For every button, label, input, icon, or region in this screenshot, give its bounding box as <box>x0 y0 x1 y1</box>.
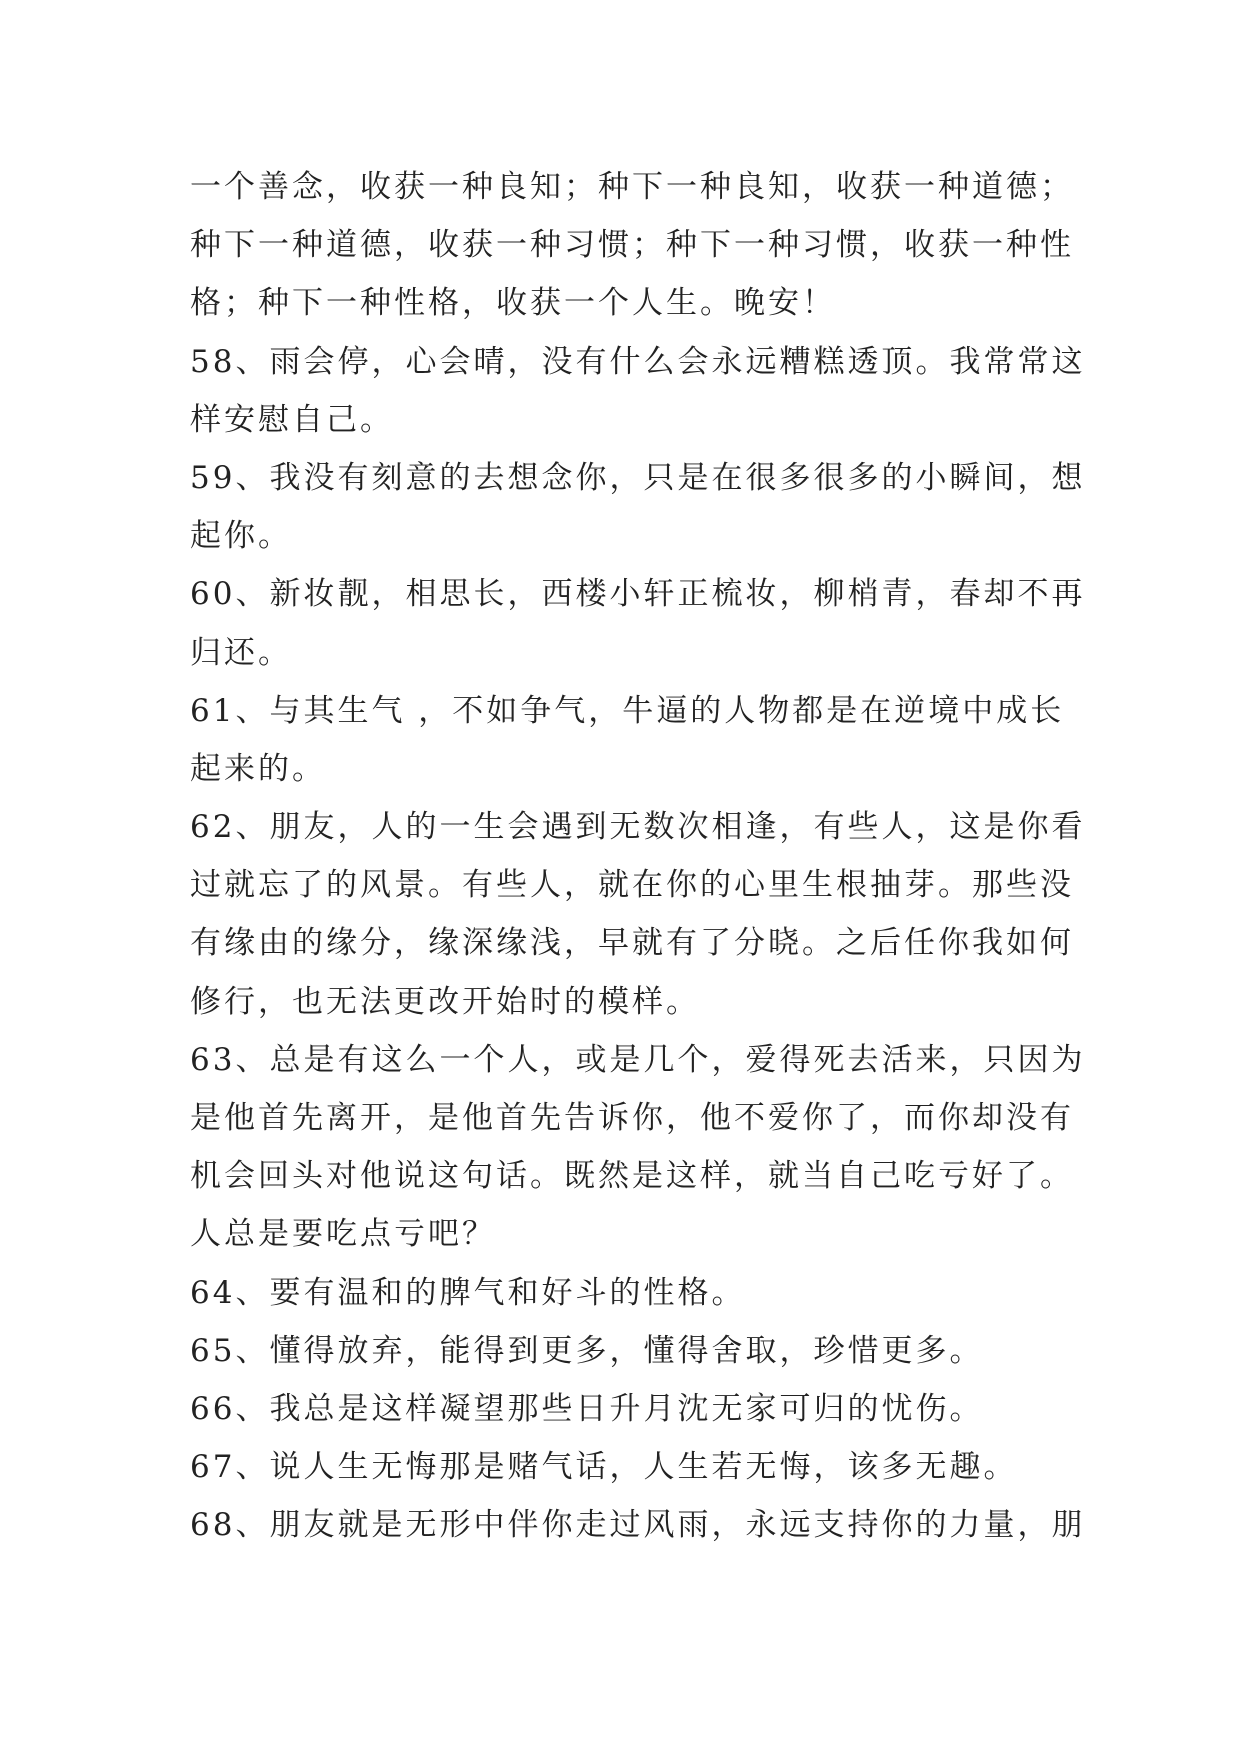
text-line: 67、说人生无悔那是赌气话，人生若无悔，该多无趣。 <box>190 1449 1018 1486</box>
text-line: 65、懂得放弃，能得到更多，懂得舍取，珍惜更多。 <box>190 1332 984 1369</box>
text-line: 68、朋友就是无形中伴你走过风雨，永远支持你的力量，朋 <box>190 1507 1086 1544</box>
text-line: 有缘由的缘分，缘深缘浅，早就有了分晓。之后任你我如何 <box>190 925 1074 962</box>
text-line: 64、要有温和的脾气和好斗的性格。 <box>190 1274 746 1311</box>
text-line: 人总是要吃点亏吧？ <box>190 1216 496 1253</box>
text-line: 过就忘了的风景。有些人，就在你的心里生根抽芽。那些没 <box>190 867 1074 904</box>
text-line: 一个善念，收获一种良知；种下一种良知，收获一种道德； <box>190 169 1074 205</box>
text-line: 修行，也无法更改开始时的模样。 <box>190 983 700 1020</box>
text-line: 60、新妆靓，相思长，西楼小轩正梳妆，柳梢青，春却不再 <box>190 576 1086 613</box>
text-line: 起来的。 <box>190 750 326 787</box>
text-line: 归还。 <box>190 634 292 671</box>
text-line: 格；种下一种性格，收获一个人生。晚安！ <box>190 285 836 322</box>
text-line: 样安慰自己。 <box>190 401 394 438</box>
text-line: 62、朋友，人的一生会遇到无数次相逢，有些人，这是你看 <box>190 809 1086 846</box>
text-line: 61、与其生气 ，不如争气，牛逼的人物都是在逆境中成长 <box>190 692 1065 729</box>
body-text <box>190 158 1086 1555</box>
text-line: 58、雨会停，心会晴，没有什么会永远糟糕透顶。我常常这 <box>190 343 1086 380</box>
text-line: 63、总是有这么一个人，或是几个，爱得死去活来，只因为 <box>190 1041 1086 1078</box>
text-line: 机会回头对他说这句话。既然是这样，就当自己吃亏好了。 <box>190 1158 1074 1195</box>
text-line: 是他首先离开，是他首先告诉你，他不爱你了，而你却没有 <box>190 1100 1074 1136</box>
text-line: 起你。 <box>190 518 292 555</box>
text-line: 种下一种道德，收获一种习惯；种下一种习惯，收获一种性 <box>190 227 1074 264</box>
text-line: 66、我总是这样凝望那些日升月沈无家可归的忧伤。 <box>190 1390 984 1427</box>
text-line: 59、我没有刻意的去想念你，只是在很多很多的小瞬间，想 <box>190 459 1086 496</box>
